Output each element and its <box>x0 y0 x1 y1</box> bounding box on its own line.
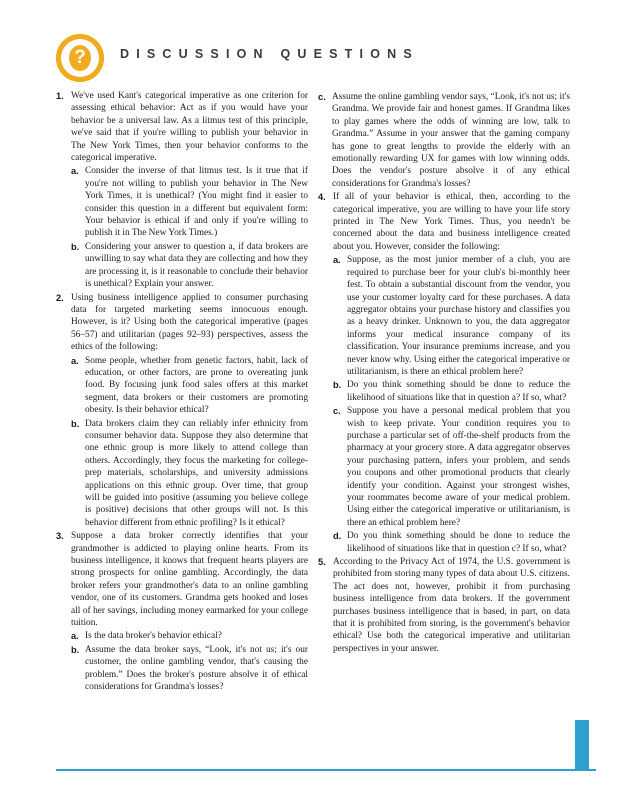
sub-text: Do you think something should be done to reduce the likelihood of situations like that in question a? If so, what? <box>347 380 570 403</box>
question-4b <box>333 379 570 404</box>
sub-letter: b. <box>333 380 342 391</box>
question-text: We've used Kant's categorical imperative as one criterion for assessing ethical behavior: Act as if you would have your behavior be a universal law. As a litmus test of this principle, we've said that if you're willing to publish your behavior in The New York Times, then your behavior conforms to the categorical imperative. <box>71 91 308 164</box>
sub-letter: a. <box>71 355 79 366</box>
corner-accent-bar <box>575 720 589 771</box>
question-3c <box>318 91 570 190</box>
sub-text: Consider the inverse of that litmus test. Is it true that if you're not willing to publish your behavior in The New York Times, it is unethical? (You might find it easier to consider this question in a different but equivalent form: Your behavior is ethical if and only if you're willing to publish it in The New York Times.) <box>85 166 308 239</box>
sub-text: Suppose, as the most junior member of a club, you are required to purchase beer for your club's bi-monthly beer fest. To obtain a substantial discount from the vendor, you use your customer loyalty card for these purchases. A data aggregator obtains your purchase history and classifies you as a heavy drinker. Unknown to you, the data aggregator informs your medical insurance company of its classification. Your insurance premiums increase, and you never know why. Using either the categorical imperative or utilitarianism, is there an ethical problem here? <box>347 255 570 377</box>
question-number: 2. <box>56 292 64 303</box>
question-4 <box>318 191 570 555</box>
sub-text: Do you think something should be done to reduce the likelihood of situations like that in question c? If so, what? <box>347 531 570 554</box>
question-text: According to the Privacy Act of 1974, the U.S. government is prohibited from storing many types of data about U.S. citizens. The act does not, however, prohibit it from purchasing business intelligence from data brokers. If the government purchases business intelligence that is based, in part, on data that it is prohibited from storing, is the government's behavior ethical? Use both the categorical imperative and utilitarian perspectives in your answer. <box>333 557 570 654</box>
sub-letter: b. <box>71 241 80 252</box>
question-badge-icon <box>56 34 104 82</box>
question-4a <box>333 254 570 378</box>
question-text: If all of your behavior is ethical, then, according to the categorical imperative, you are willing to have your life story printed in The New York Times. Thus, you needn't be concerned about the data and business intelligence created about you. However, consider the following: <box>333 192 570 252</box>
sub-text: Data brokers claim they can reliably infer ethnicity from consumer behavior data. Suppose they also determine that one ethnic group is more likely to attend college than others. Accordingly, they focus the marketing for college-prep materials, scholarships, and university admissions applications on this ethnic group. Over time, that group will be guided into positive (assuming you believe college is positive) decisions that other groups will not. Is this behavior different from ethnic profiling? Is it ethical? <box>85 418 308 528</box>
sub-letter: c. <box>333 406 341 417</box>
question-1b <box>71 241 308 291</box>
sub-text: Assume the data broker says, “Look, it's not us; it's our customer, the online gambling vendor, that's causing the problem.” Does the broker's posture absolve it of ethical considerations for Grandma's losses? <box>85 644 308 693</box>
sub-text: Considering your answer to question a, if data brokers are unwilling to say what data they are collecting and how they are processing it, is it reasonable to conclude their behavior is unethical? Explain your answer. <box>85 241 308 290</box>
question-2b <box>71 418 308 530</box>
question-number: 4. <box>318 192 326 203</box>
sub-letter: b. <box>71 644 80 655</box>
sub-letter: a. <box>71 166 79 177</box>
sub-letter: b. <box>71 418 80 429</box>
question-3b <box>71 644 308 694</box>
question-3 <box>56 530 308 693</box>
sub-text: Assume the online gambling vendor says, “Look, it's not us; it's Grandma. We provide fair and honest games. If Grandma likes to play games where the odds of winning are low, talk to Grandma.” Assume in your answer that the gaming company has gone to great lengths to provide the elderly with an emotionally rewarding UX for games with low winning odds. Does the vendor's posture absolve it of any ethical considerations for Grandma's losses? <box>332 92 570 189</box>
question-number: 5. <box>318 557 326 568</box>
bottom-rule <box>56 769 596 771</box>
sub-text: Is the data broker's behavior ethical? <box>85 631 222 642</box>
section-header <box>56 34 576 84</box>
sub-letter: a. <box>333 255 341 266</box>
question-number: 3. <box>56 531 64 542</box>
right-column <box>318 90 570 656</box>
sub-letter: c. <box>318 92 326 102</box>
question-3a <box>71 630 308 642</box>
question-number: 1. <box>56 91 64 101</box>
question-1 <box>56 90 308 291</box>
question-5 <box>318 556 570 655</box>
question-2a <box>71 355 308 417</box>
question-mark-icon: ? <box>69 45 91 71</box>
section-title: DISCUSSION QUESTIONS <box>120 47 419 61</box>
left-column <box>56 90 308 695</box>
question-4d <box>333 530 570 555</box>
question-text: Using business intelligence applied to consumer purchasing data for targeted marketing seems innocuous enough. However, is it? Using both the categorical imperative (pages 56–57) and utilitarian (pages 92–93) perspectives, assess the ethics of the following: <box>71 292 308 353</box>
question-3-continued <box>318 91 570 190</box>
question-1a <box>71 165 308 239</box>
question-2 <box>56 292 308 530</box>
sub-letter: d. <box>333 531 342 542</box>
sub-text: Some people, whether from genetic factors, habit, lack of education, or other factors, are prone to overeating junk food. By focusing junk food sales offers at this market segment, data brokers or their customers are promoting obesity. Is their behavior ethical? <box>85 355 308 416</box>
sub-text: Suppose you have a personal medical problem that you wish to keep private. Your condition requires you to purchase a particular set of off-the-shelf products from the pharmacy at your grocery store. A data aggregator observes your purchasing pattern, infers your problem, and sends you coupons and other promotional products that clearly identify your condition. Against your strongest wishes, your roommates become aware of your medical problem. Using either the categorical imperative or utilitarianism, is there an ethical problem here? <box>347 406 570 528</box>
question-4c <box>333 405 570 529</box>
sub-letter: a. <box>71 631 79 642</box>
question-text: Suppose a data broker correctly identifies that your grandmother is addicted to playing online hearts. From its business intelligence, it knows that frequent hearts players are strong prospects for online gambling. Accordingly, the data broker refers your grandmother's data to an online gambling vendor, one of its customers. Grandma gets hooked and loses all of her savings, including money earmarked for your college tuition. <box>71 531 308 629</box>
